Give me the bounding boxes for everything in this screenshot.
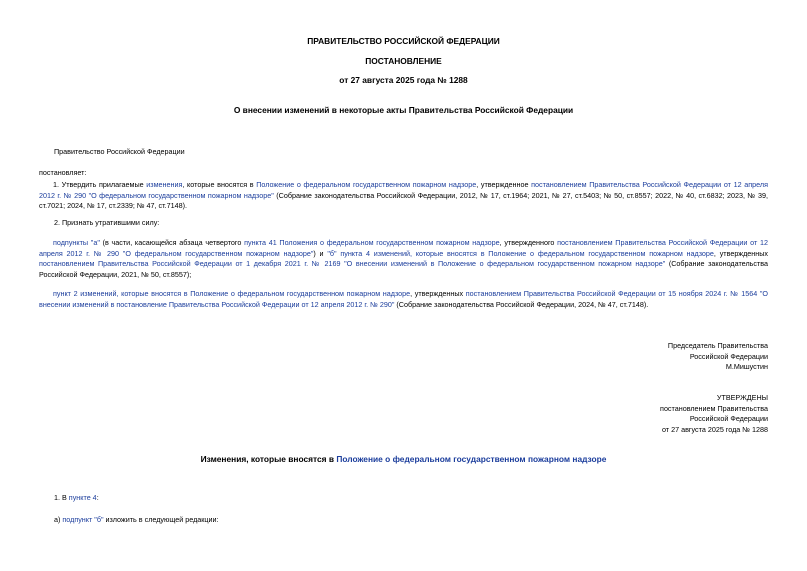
item-a-text: а) [54,515,63,524]
approved-line-3: от 27 августа 2025 года № 1288 [661,424,768,434]
p2a-text-3: ) и [313,248,328,258]
p2a-text-5: (Собрание законодательства Российской Федерации, 2021, № 50, ст.8557); [39,259,768,279]
link-decree-2169[interactable]: постановлением Правительства Российской Федерации от 1 декабря 2021 г. № 2169 "О внесении изменений в Положение о федеральном государственном пожарном надзоре" [39,259,666,268]
p2b-text-1: , утвержденных [410,289,466,298]
signature-name: М.Мишустин [725,362,768,371]
paragraph-2b [39,289,768,310]
link-item-41[interactable]: пункта 41 Положения о федеральном государственном пожарном надзоре [244,238,500,247]
p1-text-1: 1. Утвердить прилагаемые [53,180,147,189]
changes-item-1 [54,493,783,504]
approved-label: УТВЕРЖДЕНЫ [716,393,768,402]
intro-subject: Правительство Российской Федерации [54,147,185,156]
link-subparagraphs-a[interactable]: подпункты "а" [53,238,100,247]
paragraph-2a [39,238,768,280]
approved-line-2: Российской Федерации [689,414,768,423]
link-item-4-b[interactable]: "б" пункта 4 изменений, которые вносятся в Положение о федеральном государственном пожарном надзоре [327,248,714,258]
link-item-2-changes[interactable]: пункт 2 изменений, которые вносятся в Положение о федеральном государственном пожарном надзоре [53,289,411,298]
item1-end: : [96,493,99,502]
link-decree-290[interactable]: постановлением Правительства Российской Федерации от 12 апреля 2012 г. № 290 "О федеральном государственном пожарном надзоре" [39,180,768,200]
p1-text-4: (Собрание законодательства Российской Федерации, 2012, № 17, ст.1964; 2021, № 27, ст.5403; № 50, ст.8557; 2022, № 40, ст.6832; 2023, № 39, ст.7021; 2024, № 17, ст.2339; № 47, ст.7148). [39,190,769,210]
signature-line-2: Российской Федерации [689,351,768,361]
item1-text: 1. В [54,493,69,502]
signature-line-1: Председатель Правительства [667,341,768,350]
approved-line-1: постановлением Правительства [660,403,768,413]
paragraph-1 [39,180,768,212]
p2b-text-2: (Собрание законодательства Российской Федерации, 2024, № 47, ст.7148). [394,299,649,309]
paragraph-2-heading: 2. Признать утратившими силу: [54,218,160,227]
link-item-4[interactable]: пункте 4 [68,493,97,502]
org-heading: ПРАВИТЕЛЬСТВО РОССИЙСКОЙ ФЕДЕРАЦИИ [307,36,500,46]
p2a-text-1: (в части, касающейся абзаца четвертого [99,238,245,247]
p1-text-2: , которые вносятся в [182,180,257,189]
link-subparagraph-b[interactable]: подпункт "б" [62,515,104,524]
changes-item-a [54,515,783,526]
p1-text-3: , утвержденное [476,180,532,189]
link-decree-1564[interactable]: постановлением Правительства Российской Федерации от 15 ноября 2024 г. № 1564 "О внесении изменений в постановление Правительства Российской Федерации от 12 апреля 2012 г. № 290" [39,289,768,309]
date-number-heading: от 27 августа 2025 года № 1288 [339,75,468,85]
link-changes[interactable]: изменения [146,180,183,189]
signature-block [668,341,768,373]
changes-title [0,454,807,465]
item-a-end: изложить в следующей редакции: [103,515,219,524]
doc-type-heading: ПОСТАНОВЛЕНИЕ [365,56,442,66]
link-regulation-fire-supervision[interactable]: Положение о федеральном государственном пожарном надзоре [256,180,477,189]
approved-block [660,393,768,435]
changes-title-prefix: Изменения, которые вносятся в [200,454,337,464]
link-changes-title-regulation[interactable]: Положение о федеральном государственном пожарном надзоре [336,454,607,464]
p2a-text-4: , утвержденных [713,248,769,258]
intro-decides: постановляет: [39,168,87,177]
p2a-text-2: , утвержденного [499,238,558,247]
link-decree-290-b[interactable]: постановлением Правительства Российской Федерации от 12 апреля 2012 г. № 290 "О федеральном государственном пожарном надзоре" [39,238,768,258]
page-title: О внесении изменений в некоторые акты Правительства Российской Федерации [233,105,574,115]
